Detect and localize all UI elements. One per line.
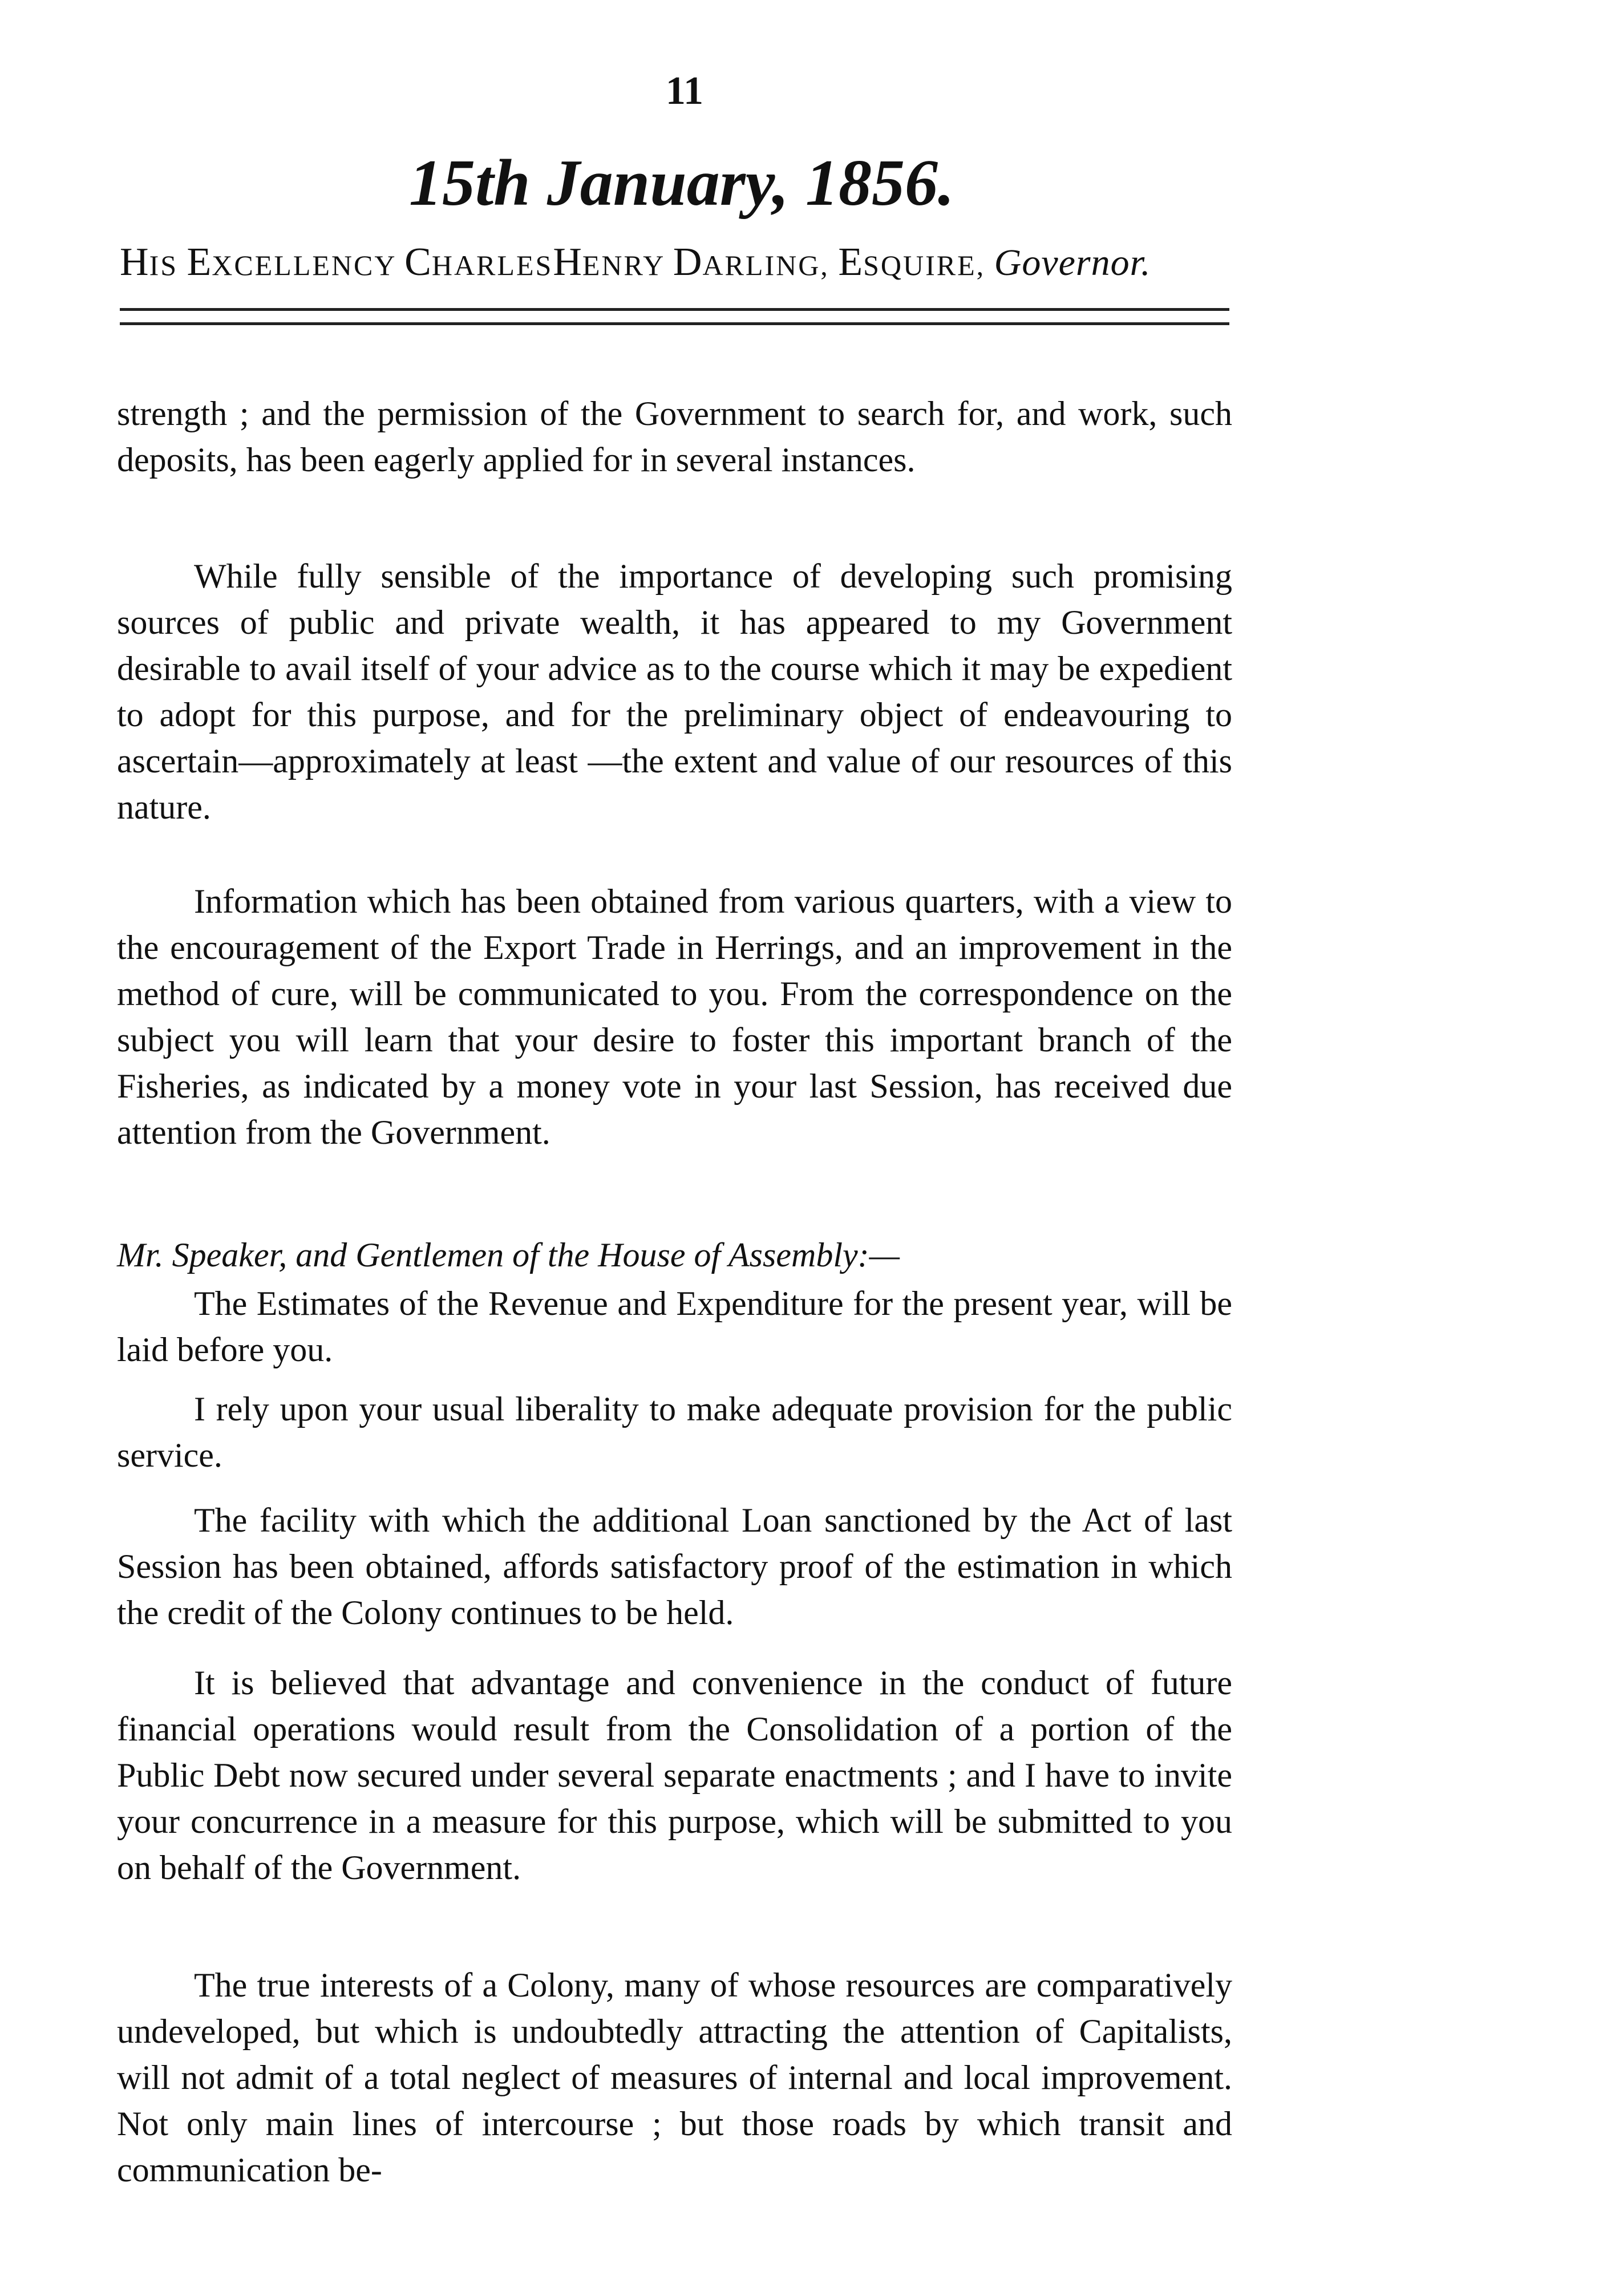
paragraph-provision: I rely upon your usual liberality to make adequate provision for the public service. [117,1390,1232,1474]
paragraph-continuation: strength ; and the permission of the Government to search for, and work, such deposits, has been eagerly applied for in several instances. [117,395,1232,479]
henry-rest: ENRY [582,249,673,281]
paragraph-public-debt: It is believed that advantage and convenience in the conduct of future financial operations would result from the Consolidation of a portion of the Public Debt now secured under several separate enactments ; and I have to invite your concurrence in a measure for this purpose, which will be submitted to you on behalf of the Government. [117,1664,1232,1886]
date-heading: 15th January, 1856. [408,147,955,220]
his-rest: IS [149,249,187,281]
paragraph-loan: The facility with which the additional Loan sanctioned by the Act of last Session has been obtained, affords satisfactory proof of the estimation in which the credit of the Colony continues to be held. [117,1501,1232,1631]
paragraph-herring-trade: Information which has been obtained from various quarters, with a view to the encouragement of the Export Trade in Herrings, and an improvement in the method of cure, will be communicated to you. From the correspondence on the subject you will learn that your desire to foster this important branch of the Fisheries, as indicated by a money vote in your last Session, has received due attention from the Government. [117,882,1232,1151]
address-speaker: Mr. Speaker, and Gentlemen of the House of Assembly:— [117,1236,900,1274]
page-number: 11 [665,69,704,113]
governor-title: Governor. [994,242,1151,284]
paragraph-mineral-resources: While fully sensible of the importance of developing such promising sources of public and private wealth, it has appeared to my Government desirable to avail itself of your advice as to the course which it may be expedient to adopt for this purpose, and for the preliminary object of endeavouring to ascertain—approximately at least —the extent and value of our resources of this nature. [117,557,1232,826]
henry-initial: H [553,240,582,284]
his-initial: H [120,240,149,284]
charles-initial: C [404,240,432,284]
charles-rest: HARLES [431,249,553,281]
esquire-rest: SQUIRE, [863,249,994,281]
paragraph-estimates: The Estimates of the Revenue and Expenditure for the present year, will be laid before you. [117,1285,1232,1368]
darling-initial: D [673,240,703,284]
header-double-rule [120,308,1229,325]
esquire-initial: E [838,240,864,284]
excellency-rest: XCELLENCY [212,249,405,281]
paragraph-internal-improvement: The true interests of a Colony, many of whose resources are comparatively undeveloped, but which is undoubtedly attracting the attention of Capitalists, will not admit of a total neglect of measures of internal and local improvement. Not only main lines of intercourse ; but those roads by which transit and communication be- [117,1966,1232,2189]
excellency-initial: E [187,240,212,284]
darling-rest: ARLING, [702,249,839,281]
governor-header [120,240,1232,285]
